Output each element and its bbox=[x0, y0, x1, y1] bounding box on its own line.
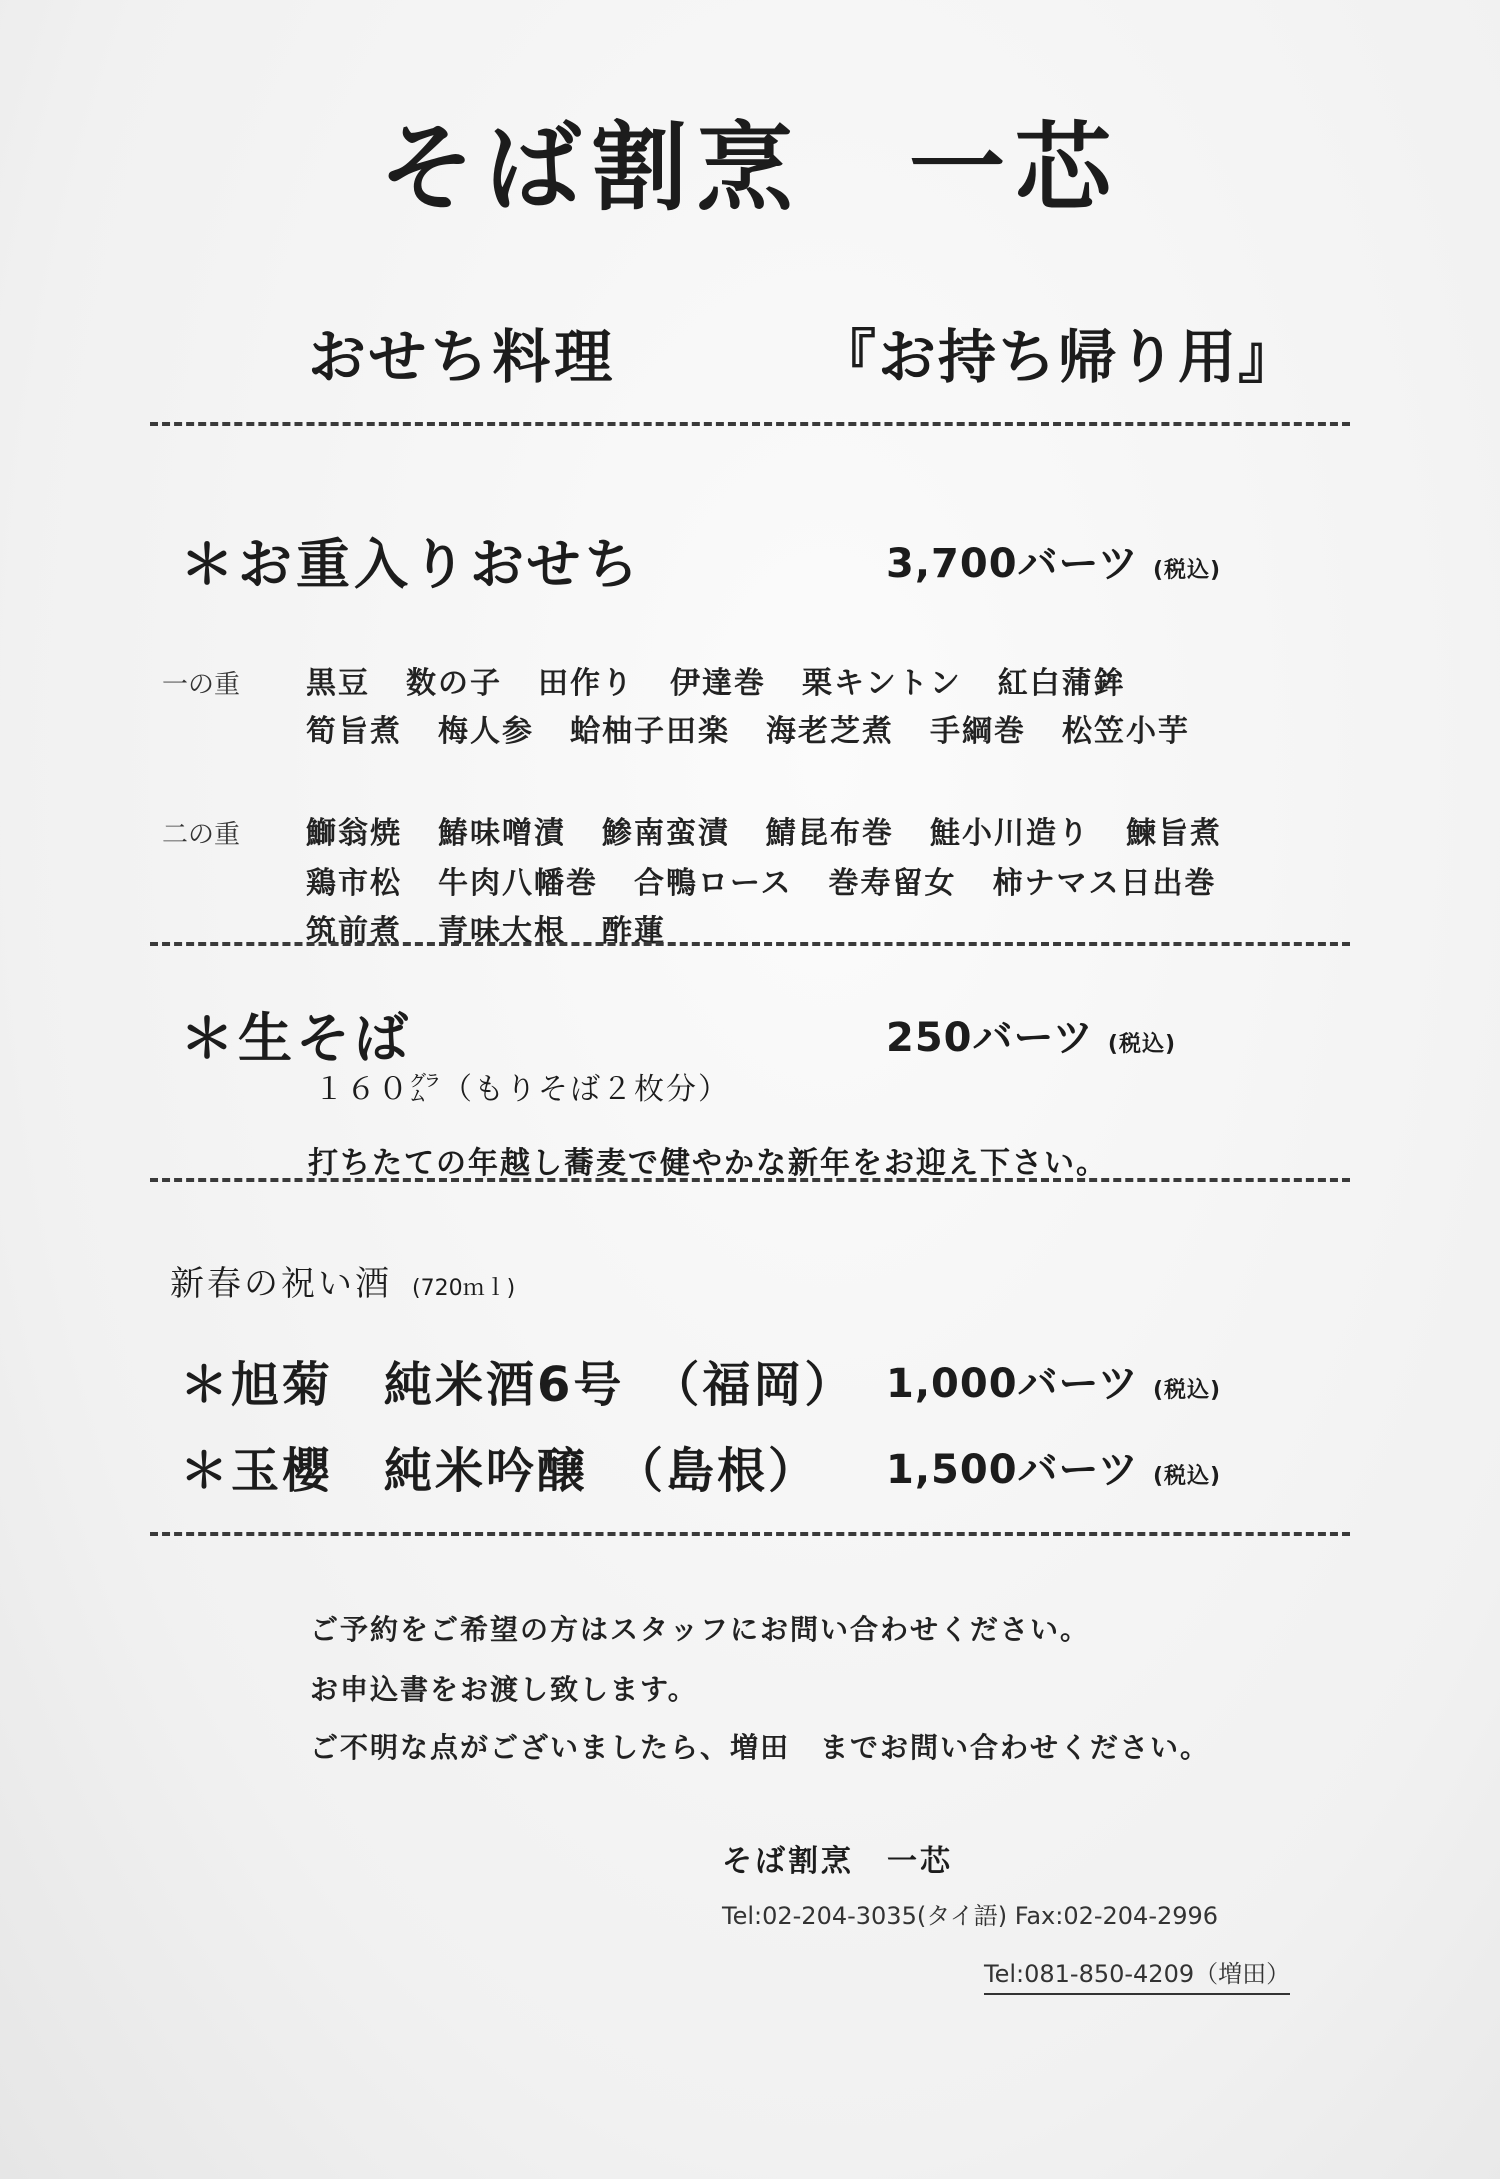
divider bbox=[150, 1178, 1350, 1182]
sake-price-value: 1,000バーツ bbox=[886, 1361, 1139, 1407]
tel-fax: Tel:02-204-3035(タイ語) Fax:02-204-2996 bbox=[722, 1902, 1219, 1930]
takeout-label: 『お持ち帰り用』 bbox=[818, 323, 1299, 391]
menu-item: 黒豆 bbox=[306, 666, 370, 701]
menu-item: 鮭小川造り bbox=[930, 816, 1090, 851]
divider bbox=[150, 1532, 1350, 1536]
reservation-line: ご予約をご希望の方はスタッフにお問い合わせください。 bbox=[310, 1613, 1091, 1646]
sake-tax: (税込) bbox=[1152, 1378, 1222, 1403]
menu-item: 数の子 bbox=[406, 666, 502, 701]
menu-item: 梅人参 bbox=[438, 714, 534, 749]
tier2-row2 bbox=[306, 858, 1253, 902]
menu-item: 伊達巻 bbox=[670, 666, 766, 701]
menu-item: 栗キントン bbox=[802, 666, 962, 701]
menu-item: 柿ナマス日出巻 bbox=[992, 866, 1217, 901]
tier1-label: 一の重 bbox=[162, 670, 241, 700]
menu-item: 蛤柚子田楽 bbox=[570, 714, 730, 749]
osechi-heading: ＊お重入りおせち bbox=[180, 533, 643, 596]
soba-price-value: 250バーツ bbox=[886, 1015, 1094, 1061]
menu-item: 酢蓮 bbox=[602, 914, 666, 949]
menu-item: 鰆味噌漬 bbox=[438, 816, 566, 851]
tier1-row1 bbox=[306, 658, 1162, 702]
sake-item-name: ＊旭菊 純米酒6号 （福岡） bbox=[180, 1357, 856, 1413]
menu-item: 合鴨ロース bbox=[634, 866, 793, 901]
sake-item-price bbox=[886, 1352, 1221, 1409]
menu-item: 筑前煮 bbox=[306, 914, 402, 949]
sake-heading: 新春の祝い酒 bbox=[170, 1264, 392, 1304]
menu-item: 牛肉八幡巻 bbox=[438, 866, 598, 901]
divider bbox=[150, 422, 1350, 426]
menu-item: 鯖昆布巻 bbox=[766, 816, 894, 851]
shop-title: そば割烹 一芯 bbox=[379, 111, 1121, 224]
menu-item: 青味大根 bbox=[438, 914, 566, 949]
inquiry-line: ご不明な点がございましたら、増田 までお問い合わせください。 bbox=[310, 1731, 1211, 1764]
soba-heading: ＊生そば bbox=[180, 1007, 412, 1070]
sake-tax: (税込) bbox=[1152, 1464, 1222, 1489]
osechi-price bbox=[886, 532, 1221, 589]
sake-item-name: ＊玉櫻 純米吟醸 （島根） bbox=[180, 1443, 820, 1499]
soba-amount: １６０㌘（もりそば２枚分） bbox=[314, 1072, 730, 1107]
menu-item: 紅白蒲鉾 bbox=[997, 666, 1126, 701]
soba-note: 打ちたての年越し蕎麦で健やかな新年をお迎え下さい。 bbox=[308, 1146, 1108, 1181]
menu-item: 筍旨煮 bbox=[306, 714, 402, 749]
soba-price bbox=[886, 1006, 1176, 1063]
soba-tax: (税込) bbox=[1107, 1032, 1177, 1057]
menu-item: 海老芝煮 bbox=[766, 714, 894, 749]
menu-item: 鰊旨煮 bbox=[1126, 816, 1222, 851]
divider bbox=[150, 942, 1350, 946]
sake-section-title bbox=[170, 1256, 515, 1305]
footer-shop-name: そば割烹 一芯 bbox=[722, 1844, 953, 1879]
tel-masuda: Tel:081-850-4209（増田） bbox=[984, 1954, 1290, 1995]
tier2-label: 二の重 bbox=[162, 820, 241, 850]
tier2-row1 bbox=[306, 808, 1258, 852]
osechi-price-value: 3,700バーツ bbox=[886, 541, 1139, 587]
menu-item: 鰤翁焼 bbox=[306, 816, 402, 851]
osechi-tax: (税込) bbox=[1152, 558, 1222, 583]
application-line: お申込書をお渡し致します。 bbox=[310, 1673, 698, 1706]
menu-item: 手綱巻 bbox=[930, 714, 1026, 749]
menu-item: 巻寿留女 bbox=[828, 866, 957, 901]
menu-item: 鯵南蛮漬 bbox=[602, 816, 730, 851]
sake-item-price bbox=[886, 1438, 1221, 1495]
sake-price-value: 1,500バーツ bbox=[886, 1447, 1139, 1493]
sake-volume: (720ｍｌ) bbox=[412, 1276, 516, 1301]
page-subtitle: おせち料理 bbox=[308, 323, 617, 391]
menu-item: 田作り bbox=[538, 666, 634, 701]
menu-item: 鶏市松 bbox=[306, 866, 402, 901]
tier1-row2 bbox=[306, 706, 1226, 750]
menu-item: 松笠小芋 bbox=[1062, 714, 1190, 749]
